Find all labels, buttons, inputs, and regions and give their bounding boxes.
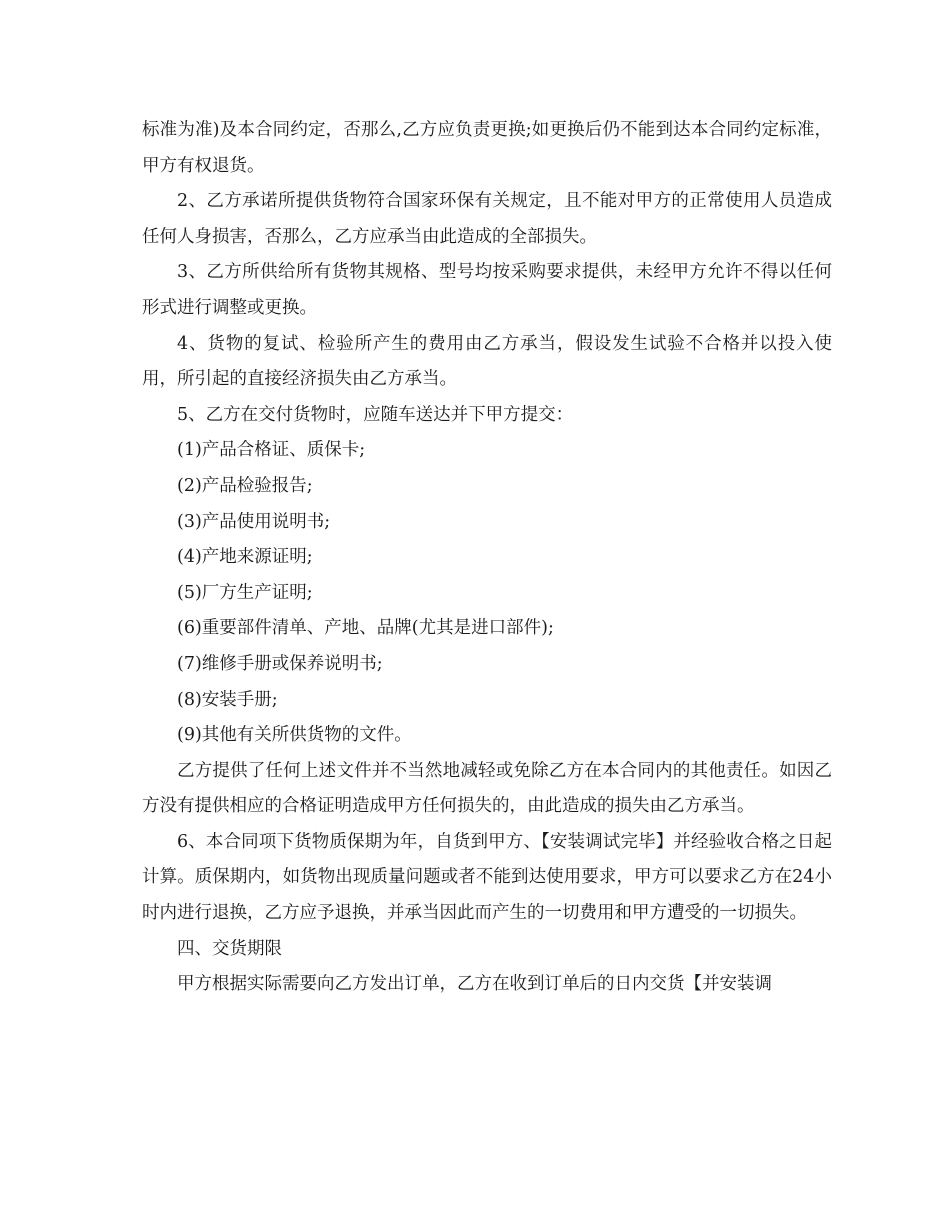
list-item: (5)厂方生产证明; xyxy=(177,582,313,603)
clause-6: 6、本合同项下货物质保期为年，自货到甲方、【安装调试完毕】并经验收合格之日起计算。质保期内，如货物出现质量问题或者不能到达使用要求，甲方可以要求乙方在24小时内进行退换，乙方应予退换，并承当因此而产生的一切费用和甲方遭受的一切损失。 xyxy=(142,831,832,924)
list-item: (8)安装手册; xyxy=(177,689,278,710)
clause-5: 5、乙方在交付货物时，应随车送达并下甲方提交： xyxy=(177,404,574,425)
list-item: (7)维修手册或保养说明书; xyxy=(177,653,383,674)
note-paragraph: 乙方提供了任何上述文件并不当然地减轻或免除乙方在本合同内的其他责任。如因乙方没有提供相应的合格证明造成甲方任何损失的，由此造成的损失由乙方承当。 xyxy=(142,760,832,817)
list-item: (4)产地来源证明; xyxy=(177,547,313,568)
list-item: (3)产品使用说明书; xyxy=(177,511,331,532)
clause-3: 3、乙方所供给所有货物其规格、型号均按采购要求提供，未经甲方允许不得以任何形式进行调整或更换。 xyxy=(142,262,832,318)
list-item: (1)产品合格证、质保卡; xyxy=(177,440,366,461)
clause-4: 4、货物的复试、检验所产生的费用由乙方承当，假设发生试验不合格并以投入使用，所引起的直接经济损失由乙方承当。 xyxy=(142,333,832,390)
list-item: (9)其他有关所供货物的文件。 xyxy=(177,725,412,746)
document-body xyxy=(142,113,832,1003)
section-heading: 四、交货期限 xyxy=(177,938,282,959)
clause-2: 2、乙方承诺所提供货物符合国家环保有关规定，且不能对甲方的正常使用人员造成任何人身损害，否那么，乙方应承当由此造成的全部损失。 xyxy=(142,191,832,247)
list-item: (2)产品检验报告; xyxy=(177,475,313,496)
list-item: (6)重要部件清单、产地、品牌(尤其是进口部件); xyxy=(177,618,554,639)
delivery-paragraph: 甲方根据实际需要向乙方发出订单，乙方在收到订单后的日内交货【并安装调 xyxy=(177,974,772,995)
paragraph-continuation: 标准为准)及本合同约定，否那么,乙方应负责更换;如更换后仍不能到达本合同约定标准，甲方有权退货。 xyxy=(142,120,832,176)
